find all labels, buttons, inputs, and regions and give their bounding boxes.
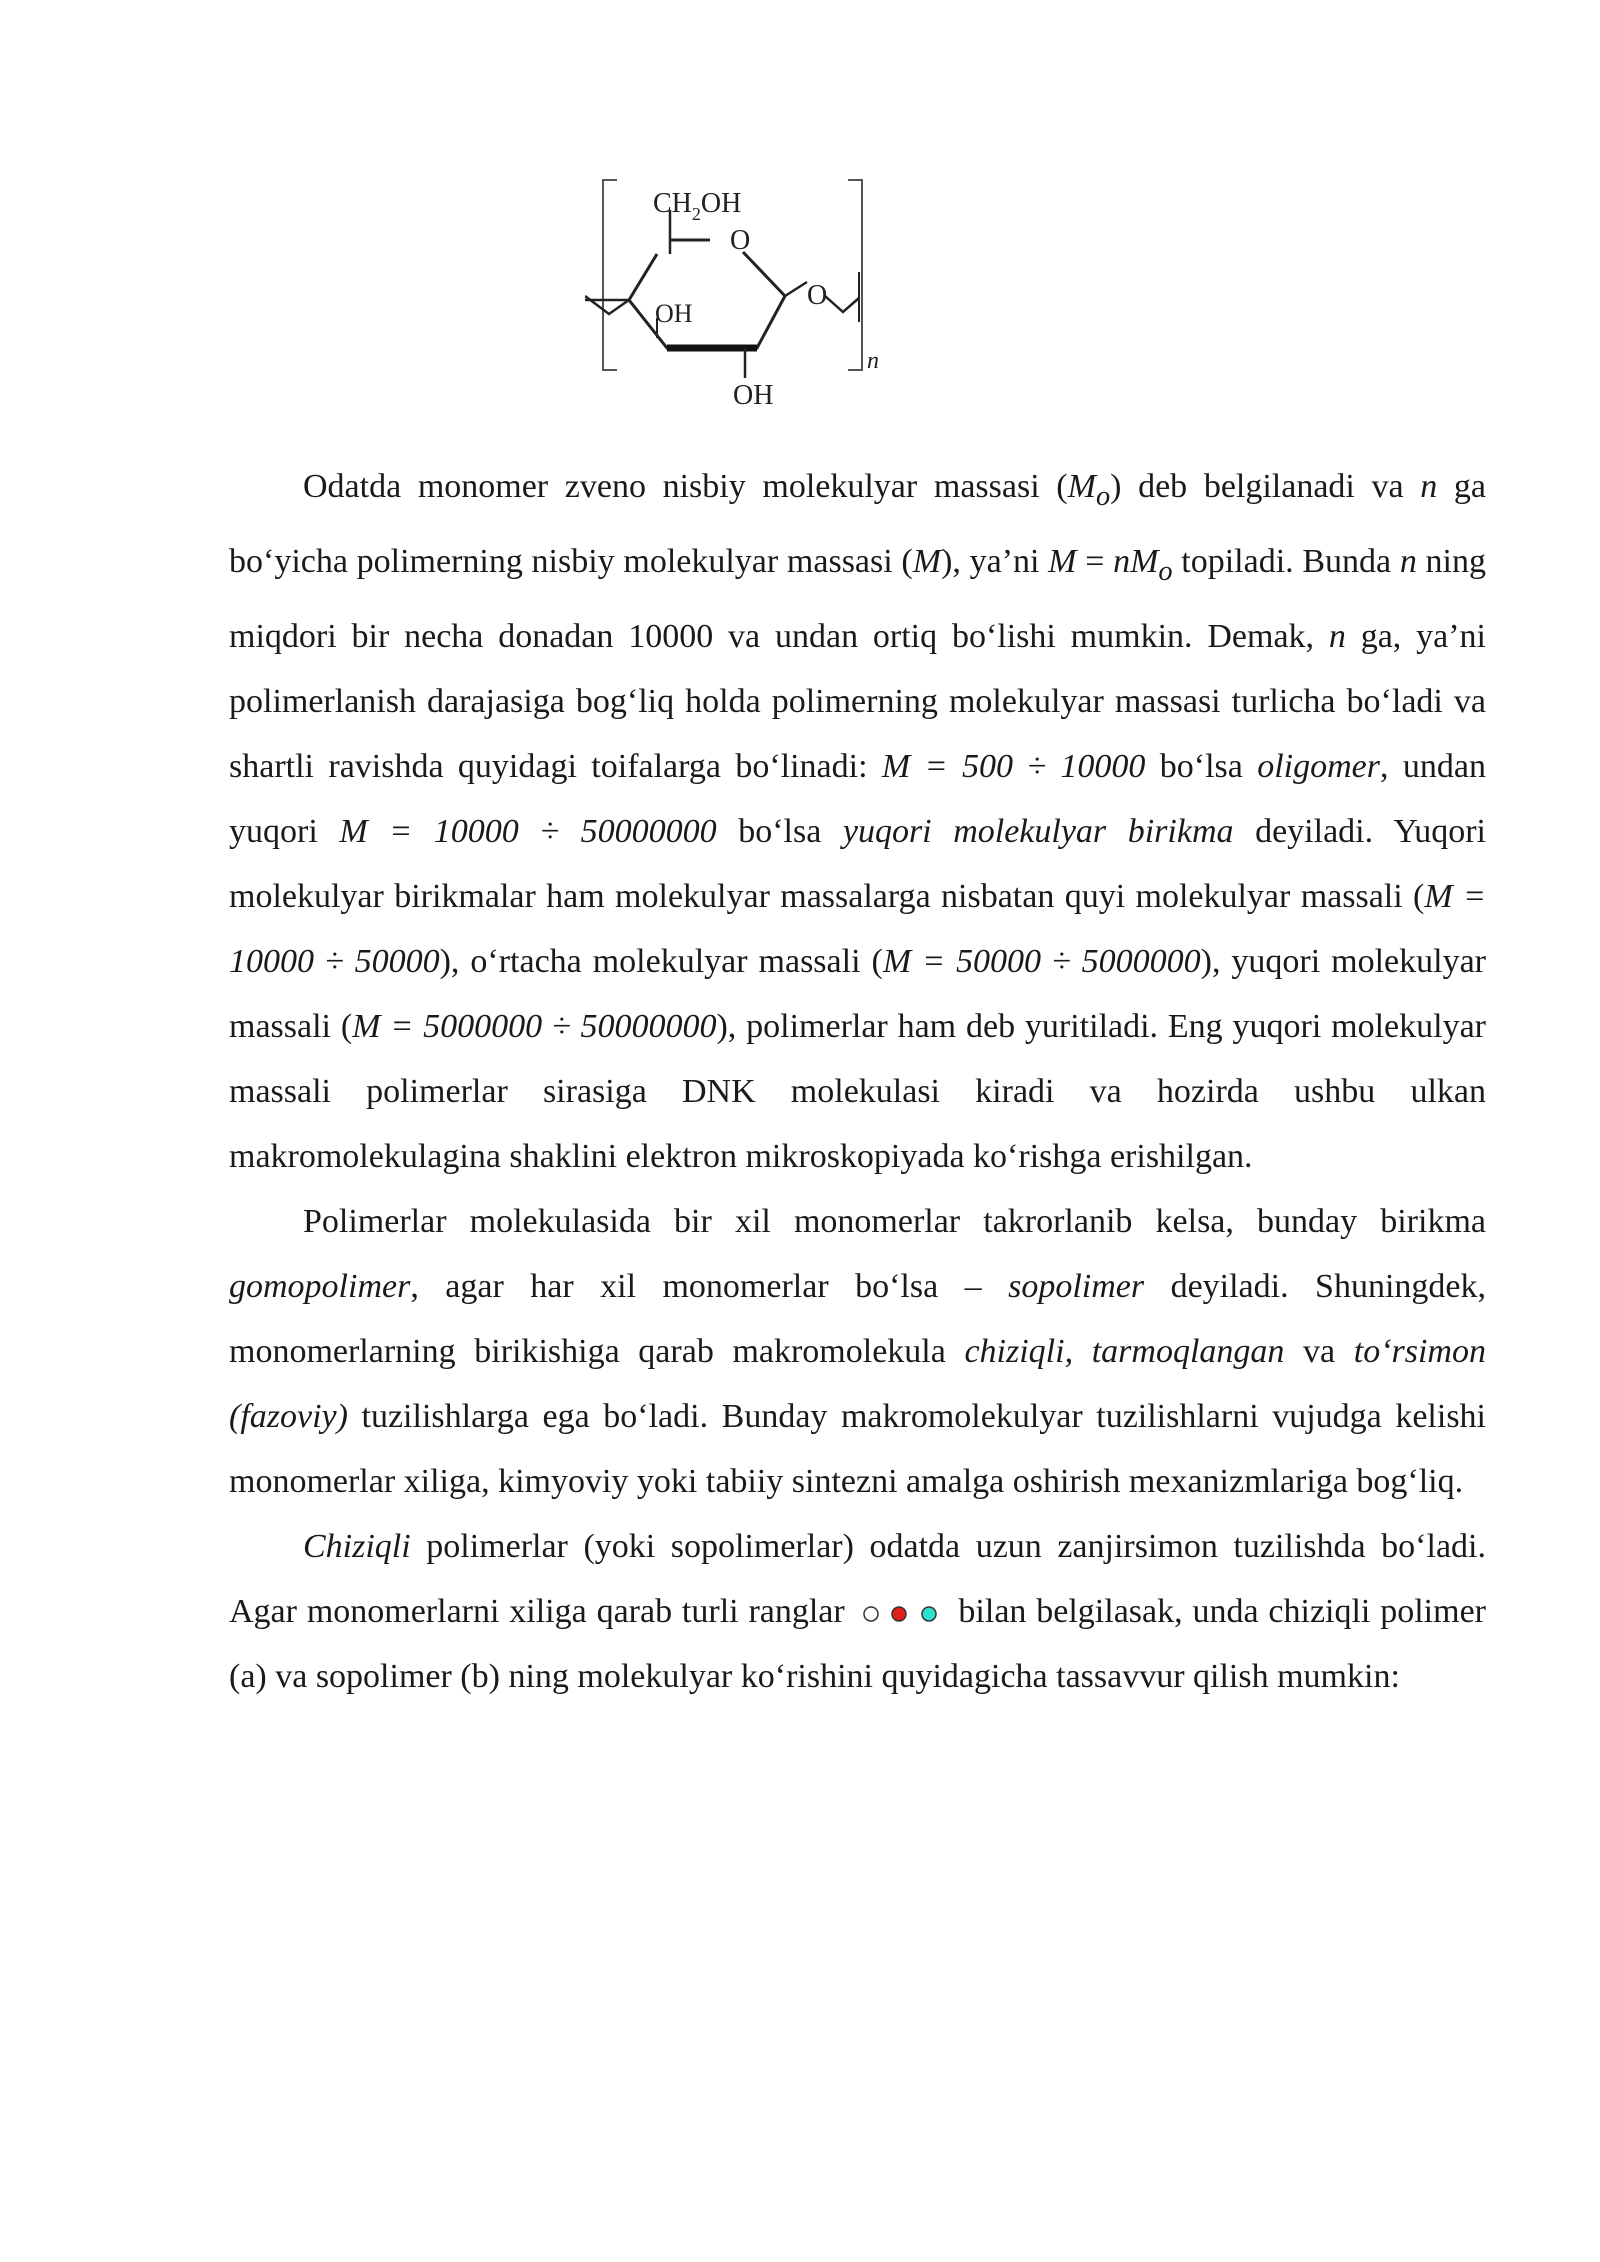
red-dot-icon xyxy=(892,1607,906,1621)
monomer-color-dots xyxy=(861,1603,943,1625)
oh-bottom-label: OH xyxy=(733,380,774,411)
right-link-bond xyxy=(785,282,807,296)
ch2oh-label: $CH_2OH$ xyxy=(653,188,742,224)
cellulose-structure-diagram xyxy=(585,172,895,422)
white-dot-icon xyxy=(864,1607,878,1621)
bridge-oxygen-label: O xyxy=(807,280,828,311)
cyan-dot-icon xyxy=(922,1607,936,1621)
left-bracket xyxy=(603,180,617,370)
n-subscript-label: n xyxy=(867,348,879,374)
ring-oxygen-label: O xyxy=(730,225,751,256)
paragraph-1: Odatda monomer zveno nisbiy molekulyar massasi $(M_o)$ deb belgilanadi va n ga bo‘yicha polimerning nisbiy molekulyar massasi (M), ya’ni $M = nM_o$ topiladi. Bunda n ning miqdori bir necha donadan 10000 va undan ortiq bo‘lishi mumkin. Demak, n ga, ya’ni polimerlanish darajasiga bog‘liq holda polimerning molekulyar massasi turlicha bo‘ladi va shartli ravishda quyidagi toifalarga bo‘linadi: M = 500 ÷ 10000 bo‘lsa oligomer, undan yuqori M = 10000 ÷ 50000000 bo‘lsa yuqori molekulyar birikma deyiladi. Yuqori molekulyar birikmalar ham molekulyar massalarga nisbatan quyi molekulyar massali (M = 10000 ÷ 50000), o‘rtacha molekulyar massali (M = 50000 ÷ 5000000), yuqori molekulyar massali (M = 5000000 ÷ 50000000), polimerlar ham deb yuritiladi. Eng yuqori molekulyar massali polimerlar sirasiga DNK molekulasi kiradi va hozirda ushbu ulkan makromolekulagina shaklini elektron mikroskopiyada ko‘rishga erishilgan. xyxy=(229,468,1487,1175)
pyranose-ring xyxy=(629,240,785,348)
body-text xyxy=(229,454,1486,1709)
cellulose-structure-figure xyxy=(585,172,895,422)
oh-left-label: OH xyxy=(655,299,693,328)
paragraph-3: Chiziqli polimerlar (yoki sopolimerlar) odatda uzun zanjirsimon tuzilishda bo‘ladi. Agar monomerlarni xiliga qarab turli ranglar bilan belgilasak, unda chiziqli polimer (a) va sopolimer (b) ning molekulyar ko‘rishini quyidagicha tassavvur qilish mumkin: xyxy=(229,1527,1486,1695)
paragraph-2: Polimerlar molekulasida bir xil monomerlar takrorlanib kelsa, bunday birikma gomopolimer, agar har xil monomerlar bo‘lsa – sopolimer deyiladi. Shuningdek, monomerlarning birikishiga qarab makromolekula chiziqli, tarmoqlangan va to‘rsimon (fazoviy) tuzilishlarga ega bo‘ladi. Bunday makromolekulyar tuzilishlarni vujudga kelishi monomerlar xiliga, kimyoviy yoki tabiiy sintezni amalga oshirish mexanizmlariga bog‘liq. xyxy=(229,1202,1486,1500)
